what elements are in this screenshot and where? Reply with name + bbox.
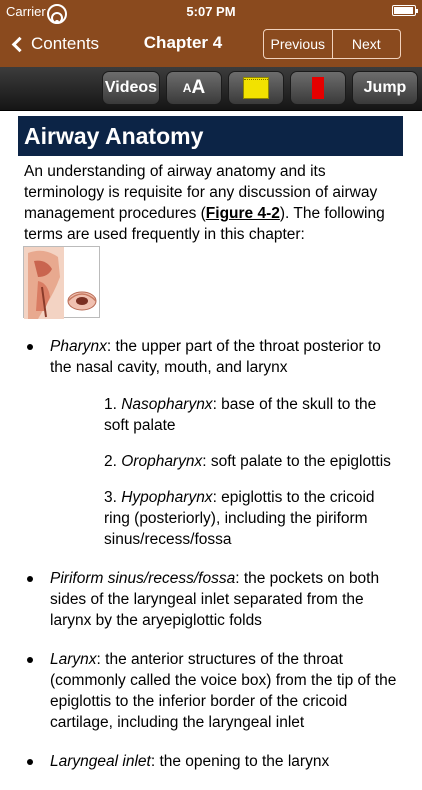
prev-next-segmented-control [263, 29, 401, 59]
sub-list-item: 3. Hypopharynx: epiglottis to the cricoid ring (posteriorly), including the piriform sinus/recess/fossa [104, 489, 375, 548]
terms-list [22, 336, 404, 790]
top-bar [0, 0, 422, 67]
back-label: Contents [31, 34, 100, 53]
videos-button[interactable]: Videos [102, 71, 160, 105]
chapter-title: Chapter 4 [143, 33, 223, 52]
airway-anatomy-illustration [24, 247, 101, 319]
list-item [22, 336, 404, 550]
toolbar [0, 67, 422, 111]
term-name: Piriform sinus/recess/fossa [50, 570, 236, 587]
term-definition: : the anterior structures of the throat (commonly called the voice box) from the tip of the epiglottis to the inferior border of the cricoid cartilage, including the laryngeal inlet [50, 651, 397, 731]
figure-link[interactable]: Figure 4-2 [205, 205, 280, 222]
intro-text-end: ). The following terms are used frequently in this chapter: [24, 205, 385, 243]
status-time: 5:07 PM [186, 4, 236, 19]
previous-button[interactable]: Previous [270, 36, 325, 52]
term-name: Larynx [50, 651, 97, 668]
bookmark-icon [312, 77, 324, 99]
term-name: Laryngeal inlet [50, 753, 151, 770]
list-item [22, 568, 404, 631]
term-definition: : the upper part of the throat posterior to the nasal cavity, mouth, and larynx [50, 338, 381, 376]
term-definition: : the pockets on both sides of the laryngeal inlet separated from the larynx by the aryepiglottic folds [50, 570, 380, 629]
font-size-button[interactable] [166, 71, 222, 105]
bookmark-button[interactable] [290, 71, 346, 105]
list-item [22, 751, 404, 772]
jump-button[interactable]: Jump [352, 71, 418, 105]
chevron-left-icon [12, 36, 28, 52]
highlight-button[interactable] [228, 71, 284, 105]
status-bar [0, 0, 422, 22]
sub-list [50, 394, 404, 550]
sticky-note-icon [243, 77, 269, 99]
font-small-glyph: A [182, 81, 192, 95]
carrier-label: Carrier [6, 4, 46, 19]
intro-text: An understanding of airway anatomy and its terminology is requisite for any discussion of airway management procedures ( [24, 163, 378, 222]
next-button[interactable]: Next [332, 30, 401, 58]
term-definition: : the opening to the larynx [150, 753, 330, 770]
back-to-contents-button[interactable] [10, 31, 99, 57]
font-big-glyph: A [191, 77, 206, 98]
list-item [22, 649, 404, 733]
battery-icon [392, 5, 416, 16]
term-name: Pharynx [50, 338, 107, 355]
sub-list-item: 2. Oropharynx: soft palate to the epiglottis [104, 453, 391, 470]
section-heading: Airway Anatomy [18, 116, 403, 156]
figure-thumbnail[interactable] [23, 246, 100, 318]
sub-list-item: 1. Nasopharynx: base of the skull to the soft palate [104, 396, 377, 434]
intro-paragraph [24, 161, 404, 245]
